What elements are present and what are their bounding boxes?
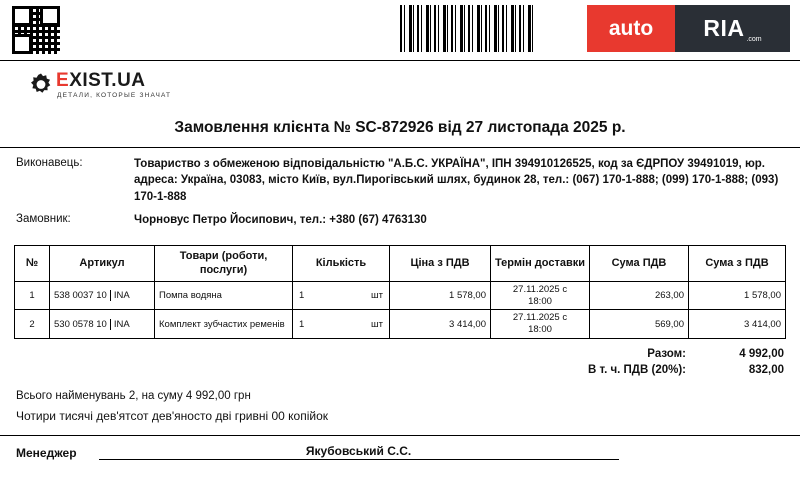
cell-price: 3 414,00 (390, 310, 491, 339)
cell-qty (293, 281, 390, 310)
cell-article-code: 530 0578 10 (54, 318, 107, 330)
cell-article-brand: INA (110, 319, 130, 330)
cell-term-date: 27.11.2025 с (512, 283, 568, 295)
executor-row (16, 156, 784, 205)
items-table (14, 245, 786, 339)
barcode-icon (400, 5, 535, 52)
brand-name (56, 71, 171, 90)
vat-label: В т. ч. ПДВ (20%): (587, 364, 686, 377)
cell-term-time: 18:00 (528, 324, 552, 336)
cell-term (491, 310, 590, 339)
cell-qty-unit: шт (371, 318, 383, 330)
cell-total: 1 578,00 (689, 281, 786, 310)
manager-section (0, 436, 800, 460)
col-header-price: Ціна з ПДВ (390, 246, 491, 281)
cell-price: 1 578,00 (390, 281, 491, 310)
cell-num: 1 (15, 281, 50, 310)
items-table-wrap (0, 241, 800, 339)
col-header-term: Термін доставки (491, 246, 590, 281)
col-header-vat: Сума ПДВ (590, 246, 689, 281)
cell-qty-value: 1 (299, 290, 305, 302)
total-value: 4 992,00 (739, 348, 784, 361)
executor-label: Виконавець: (16, 157, 83, 169)
cell-num: 2 (15, 310, 50, 339)
footnote (16, 489, 784, 501)
col-header-qty: Кількість (293, 246, 390, 281)
brand-tagline: ДЕТАЛИ, КОТОРЫЕ ЗНАЧАТ (57, 92, 172, 99)
cell-qty-value: 1 (299, 318, 305, 330)
total-row (0, 348, 784, 360)
gear-icon (28, 72, 54, 98)
vat-value: 832,00 (748, 364, 784, 377)
table-header-row (15, 246, 786, 281)
cell-term-time: 18:00 (528, 295, 552, 307)
cell-vat: 263,00 (590, 281, 689, 310)
cell-goods: Помпа водяна (155, 281, 293, 310)
parties-section (0, 148, 800, 241)
qr-finder-bottom-left (12, 34, 32, 54)
document-header-strip (0, 0, 800, 60)
ria-logo-sub: .com (746, 36, 762, 43)
brand-block (0, 61, 800, 113)
brand-name-prefix: E (56, 70, 70, 91)
summary-section (0, 380, 800, 423)
ria-logo-text: RIA (703, 15, 745, 41)
cell-article (50, 281, 155, 310)
cell-qty-unit: шт (371, 290, 383, 302)
cell-total: 3 414,00 (689, 310, 786, 339)
customer-value: Чорновус Петро Йосипович, тел.: +380 (67) 4763130 (134, 213, 427, 226)
ria-logo (675, 5, 790, 52)
page-title: Замовлення клієнта № SC-872926 від 27 листопада 2025 р. (174, 119, 626, 136)
col-header-article: Артикул (50, 246, 155, 281)
totals-section (0, 348, 800, 376)
manager-signature: Якубовський С.С. (99, 444, 619, 460)
customer-row (16, 212, 784, 228)
brand-name-text: XIST.UA (69, 70, 146, 91)
total-label: Разом: (647, 348, 686, 361)
auto-logo (587, 5, 675, 52)
cell-term-date: 27.11.2025 с (512, 312, 568, 324)
cell-term (491, 281, 590, 310)
table-row (15, 310, 786, 339)
col-header-num: № (15, 246, 50, 281)
cell-article-code: 538 0037 10 (54, 290, 107, 302)
executor-value: Товариство з обмеженою відповідальністю "А.Б.С. УКРАЇНА", ІПН 394910126525, код за ЄДРПОУ 39491019, юр. адреса: Україна, 03083, місто Київ, вул.Пирогівський шлях, будинок 28, тел.: (067) 170-1-888; (099) 170-1-888; (093) 170-1-888 (134, 158, 779, 203)
qr-code-icon (12, 6, 60, 54)
col-header-goods: Товари (роботи, послуги) (155, 246, 293, 281)
customer-label: Замовник: (16, 212, 71, 225)
exist-logo (28, 71, 171, 99)
table-row (15, 281, 786, 310)
cell-goods: Комплект зубчастих ременів (155, 310, 293, 339)
cell-qty (293, 310, 390, 339)
cell-article-brand: INA (110, 290, 130, 301)
cell-vat: 569,00 (590, 310, 689, 339)
summary-line-count: Всього найменувань 2, на суму 4 992,00 грн (16, 390, 251, 403)
manager-label: Менеджер (16, 446, 77, 461)
cell-article (50, 310, 155, 339)
vat-row (0, 364, 784, 376)
auto-logo-text: auto (608, 16, 654, 40)
col-header-total: Сума з ПДВ (689, 246, 786, 281)
summary-line-words: Чотири тисячі дев'ятсот дев'яносто дві гривні 00 копійок (16, 409, 329, 424)
